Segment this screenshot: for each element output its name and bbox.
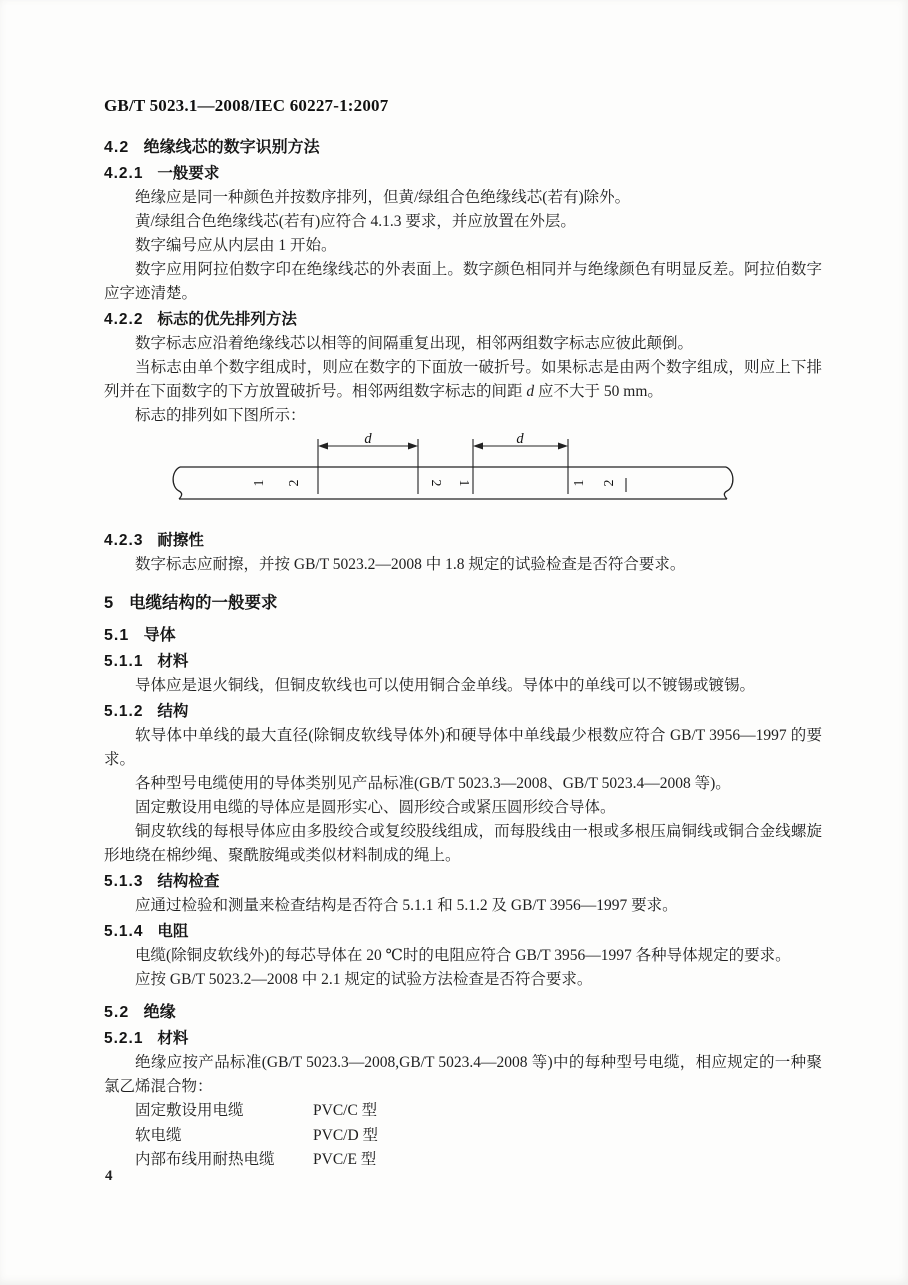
cable-type-label: 固定敷设用电缆 [135, 1102, 244, 1119]
paragraph: 各种型号电缆使用的导体类别见产品标准(GB/T 5023.3—2008、GB/T 5023.4—2008 等)。 [135, 775, 731, 792]
paragraph: 数字标志应沿着绝缘线芯以相等的间隔重复出现，相邻两组数字标志应彼此颠倒。 [135, 335, 694, 352]
heading-number: 4.2.3 [104, 532, 144, 549]
heading-4-2-3 [104, 529, 822, 553]
pvc-type-value: PVC/D 型 [313, 1126, 379, 1144]
heading-title: 一般要求 [157, 165, 220, 182]
paragraph: 导体应是退火铜线，但铜皮软线也可以使用铜合金单线。导体中的单线可以不镀锡或镀锡。 [135, 677, 756, 694]
heading-number: 5 [104, 594, 115, 612]
cable-marking-drawing [170, 433, 750, 515]
heading-number: 5.2 [104, 1004, 130, 1021]
heading-number: 4.2.1 [104, 165, 144, 182]
heading-title: 绝缘 [143, 1004, 176, 1021]
heading-number: 4.2.2 [104, 311, 144, 328]
heading-title: 材料 [157, 1030, 189, 1047]
heading-5-2 [104, 1001, 822, 1025]
marking-digit: 2 [602, 479, 617, 487]
heading-number: 5.1.3 [104, 873, 144, 890]
heading-title: 标志的优先排列方法 [157, 311, 297, 328]
paragraph: 数字应用阿拉伯数字印在绝缘线芯的外表面上。数字颜色相同并与绝缘颜色有明显反差。阿拉伯数字应字迹清楚。 [104, 261, 822, 302]
heading-5-1-2 [104, 700, 822, 724]
cable-marking-figure [104, 433, 822, 517]
marking-digit: 1 [572, 479, 587, 487]
paragraph: 绝缘应是同一种颜色并按数序排列，但黄/绿组合色绝缘线芯(若有)除外。 [135, 189, 631, 206]
pvc-type-value: PVC/C 型 [313, 1102, 378, 1119]
heading-number: 5.1.4 [104, 923, 144, 940]
paragraph: 绝缘应按产品标准(GB/T 5023.3—2008,GB/T 5023.4—2008 等)中的每种型号电缆，相应规定的一种聚氯乙烯混合物： [104, 1054, 822, 1095]
heading-4-2 [104, 136, 822, 160]
heading-title: 电阻 [157, 923, 189, 940]
pvc-type-row [135, 1124, 822, 1149]
pvc-type-value: PVC/E 型 [313, 1151, 377, 1168]
cable-type-label: 软电缆 [135, 1126, 182, 1144]
paragraph-text: 应不大于 50 mm。 [534, 383, 663, 400]
marking-digit: 1 [252, 479, 267, 487]
arrowhead-left [318, 443, 328, 450]
dimension-symbol: d [526, 383, 535, 400]
heading-number: 4.2 [104, 139, 130, 156]
paragraph: 黄/绿组合色绝缘线芯(若有)应符合 4.1.3 要求，并应放置在外层。 [135, 213, 576, 230]
heading-number: 5.2.1 [104, 1030, 144, 1047]
cable-right-end [724, 467, 733, 499]
paragraph: 软导体中单线的最大直径(除铜皮软线导体外)和硬导体中单线最少根数应符合 GB/T 3956—1997 的要求。 [104, 727, 822, 768]
marking-digit-inverted: 2 [428, 479, 443, 487]
heading-title: 结构 [157, 703, 189, 720]
paragraph: 固定敷设用电缆的导体应是圆形实心、圆形绞合或紧压圆形绞合导体。 [135, 799, 616, 816]
heading-5-1-4 [104, 920, 822, 944]
paragraph: 数字编号应从内层由 1 开始。 [135, 237, 337, 254]
heading-5 [104, 591, 822, 615]
heading-4-2-1 [104, 162, 822, 186]
arrowhead-right [408, 443, 418, 450]
heading-title: 结构检查 [157, 873, 220, 890]
heading-5-1 [104, 624, 822, 648]
pvc-type-row [135, 1148, 822, 1173]
heading-title: 电缆结构的一般要求 [129, 594, 278, 612]
dimension-label: d [516, 433, 524, 447]
paragraph-text: 当标志由单个数字组成时，则应在数字的下面放一破折号。如果标志是由两个数字组成，则应上下排列并在下面数字的下方放置破折号。相邻两组数字标志的间距 [104, 359, 822, 400]
heading-5-1-1 [104, 650, 822, 674]
marking-digit: 2 [287, 479, 302, 487]
paragraph [104, 356, 822, 404]
arrowhead-right [558, 443, 568, 450]
arrowhead-left [473, 443, 483, 450]
paragraph: 标志的排列如下图所示： [135, 407, 306, 424]
paragraph: 应按 GB/T 5023.2—2008 中 2.1 规定的试验方法检查是否符合要求。 [135, 971, 593, 988]
heading-title: 材料 [157, 653, 189, 670]
heading-number: 5.1.2 [104, 703, 144, 720]
dimension-label: d [364, 433, 372, 447]
heading-title: 耐擦性 [157, 532, 204, 549]
heading-5-2-1 [104, 1027, 822, 1051]
paragraph: 应通过检验和测量来检查结构是否符合 5.1.1 和 5.1.2 及 GB/T 3956—1997 要求。 [135, 897, 678, 914]
page-number: 4 [105, 1168, 113, 1184]
heading-title: 绝缘线芯的数字识别方法 [143, 139, 320, 156]
heading-number: 5.1 [104, 627, 130, 644]
heading-5-1-3 [104, 870, 822, 894]
heading-number: 5.1.1 [104, 653, 144, 670]
cable-type-label: 内部布线用耐热电缆 [135, 1151, 275, 1168]
paragraph: 铜皮软线的每根导体应由多股绞合或复绞股线组成，而每股线由一根或多根压扁铜线或铜合金线螺旋形地绕在棉纱绳、聚酰胺绳或类似材料制成的绳上。 [104, 823, 822, 864]
heading-title: 导体 [143, 627, 176, 644]
heading-4-2-2 [104, 308, 822, 332]
marking-digit-inverted: 1 [456, 479, 471, 487]
paragraph: 数字标志应耐擦，并按 GB/T 5023.2—2008 中 1.8 规定的试验检查是否符合要求。 [135, 556, 686, 573]
standard-code-header: GB/T 5023.1—2008/IEC 60227-1:2007 [104, 96, 389, 115]
cable-left-end [173, 467, 182, 499]
pvc-type-row [135, 1099, 822, 1124]
paragraph: 电缆(除铜皮软线外)的每芯导体在 20 ℃时的电阻应符合 GB/T 3956—1997 各种导体规定的要求。 [135, 947, 791, 964]
